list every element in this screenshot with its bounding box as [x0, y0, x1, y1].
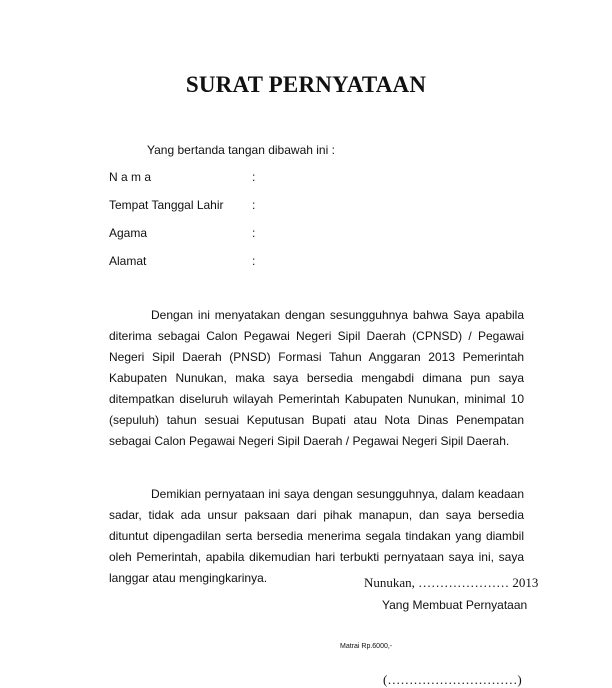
closing-paragraph: Demikian pernyataan ini saya dengan sesungguhnya, dalam keadaan sadar, tidak ada unsur paksaan dari pihak manapun, dan saya bersedia dituntut dipengadilan serta bersedia menerima segala tindakan yang diambil oleh Pemerintah, apabila dikemudian hari terbukti pernyataan saya ini, saya langgar atau mengingkarinya. [109, 487, 524, 585]
field-colon-tempat-tanggal-lahir: : [252, 198, 256, 212]
field-colon-agama: : [252, 226, 256, 240]
field-label-nama: N a m a [109, 170, 152, 184]
field-colon-alamat: : [252, 254, 256, 268]
stamp-note: Matrai Rp.6000,- [340, 643, 393, 650]
statement-paragraph: Dengan ini menyatakan dengan sesungguhnya bahwa Saya apabila diterima sebagai Calon Pegawai Negeri Sipil Daerah (CPNSD) / Pegawai Negeri Sipil Daerah (PNSD) Formasi Tahun Anggaran 2013 Pemerintah Kabupaten Nunukan, maka saya bersedia mengabdi dimana pun saya ditempatkan diseluruh wilayah Pemerintah Kabupaten Nunukan, minimal 10 (sepuluh) tahun sesuai Keputusan Bupati atau Nota Dinas Penempatan sebagai Calon Pegawai Negeri Sipil Daerah / Pegawai Negeri Sipil Daerah. [109, 308, 524, 448]
signature-line: (…………………………) [383, 672, 522, 687]
place-date: Nunukan, ………………… 2013 [364, 575, 539, 590]
signer-label: Yang Membuat Pernyataan [382, 598, 528, 612]
intro-text: Yang bertanda tangan dibawah ini : [147, 143, 335, 157]
field-colon-nama: : [252, 170, 256, 184]
field-label-tempat-tanggal-lahir: Tempat Tanggal Lahir [109, 198, 224, 212]
field-label-alamat: Alamat [109, 254, 147, 268]
field-label-agama: Agama [109, 226, 148, 240]
document-title: SURAT PERNYATAAN [185, 72, 427, 97]
